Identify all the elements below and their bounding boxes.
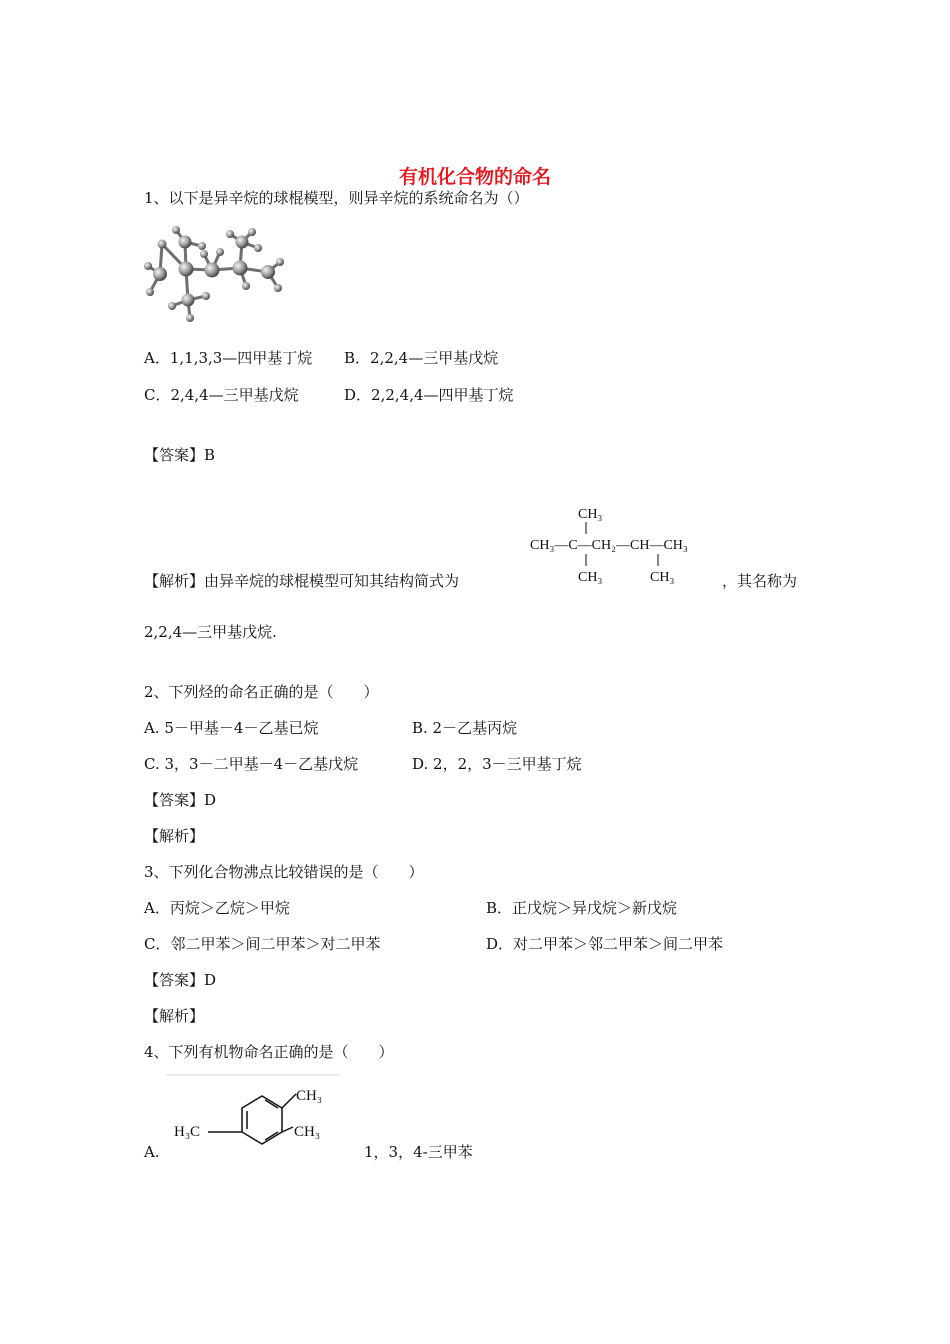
q1-analysis-tail: ，其名称为 [722,572,798,590]
q3-answer: 【答案】D [144,971,217,989]
q2-answer: 【答案】D [144,791,217,809]
structure-top-ch3: CH₃ [296,1088,323,1104]
q1-answer: 【答案】B [144,446,216,464]
q1-option-a: A．1,1,3,3—四甲基丁烷 [144,349,313,367]
q1-option-d: D．2,2,4,4—四甲基丁烷 [344,386,514,404]
q2-option-a: A. 5－甲基－4－乙基已烷 [144,719,319,737]
trimethylbenzene-structure [166,1074,340,1166]
isooctane-ball-stick-model [140,224,290,324]
structure-right-ch3: CH₃ [294,1124,321,1140]
q3-option-d: D．对二甲苯＞邻二甲苯＞间二甲苯 [486,935,724,953]
structure-left-h3c: H₃C [174,1124,201,1140]
q1-analysis: 【解析】由异辛烷的球棍模型可知其结构简式为 [144,572,460,590]
q3-option-c: C．邻二甲苯＞间二甲苯＞对二甲苯 [144,935,381,953]
q1-option-b: B．2,2,4—三甲基戊烷 [344,349,499,367]
isooctane-structural-formula [526,500,726,590]
q1-option-c: C．2,4,4—三甲基戊烷 [144,386,299,404]
q1-analysis-result: 2,2,4—三甲基戊烷. [144,623,277,641]
q2-stem: 2、下列烃的命名正确的是（ ） [144,683,379,701]
formula-bottom-right-ch3: CH₃ [650,570,675,585]
q2-option-b: B. 2－乙基丙烷 [412,719,518,737]
q3-analysis: 【解析】 [144,1007,205,1025]
q2-option-d: D. 2，2，3－三甲基丁烷 [412,755,582,773]
formula-top-ch3: CH₃ [578,507,603,522]
q2-analysis: 【解析】 [144,827,205,845]
q3-stem: 3、下列化合物沸点比较错误的是（ ） [144,863,424,881]
q3-option-b: B．正戊烷＞异戊烷＞新戊烷 [486,899,678,917]
formula-bottom-left-ch3: CH₃ [578,570,603,585]
page-title: 有机化合物的命名 [398,166,551,188]
q4-option-a-label: A. [144,1143,160,1161]
q1-stem: 1、以下是异辛烷的球棍模型，则异辛烷的系统命名为（） [144,189,529,207]
formula-main-chain: CH₃—C—CH₂—CH—CH₃ [530,538,688,553]
q3-option-a: A．丙烷＞乙烷＞甲烷 [144,899,290,917]
q2-option-c: C. 3，3－二甲基－4－乙基戊烷 [144,755,359,773]
q4-stem: 4、下列有机物命名正确的是（ ） [144,1043,394,1061]
q4-option-a-name: 1，3，4-三甲苯 [364,1143,473,1161]
